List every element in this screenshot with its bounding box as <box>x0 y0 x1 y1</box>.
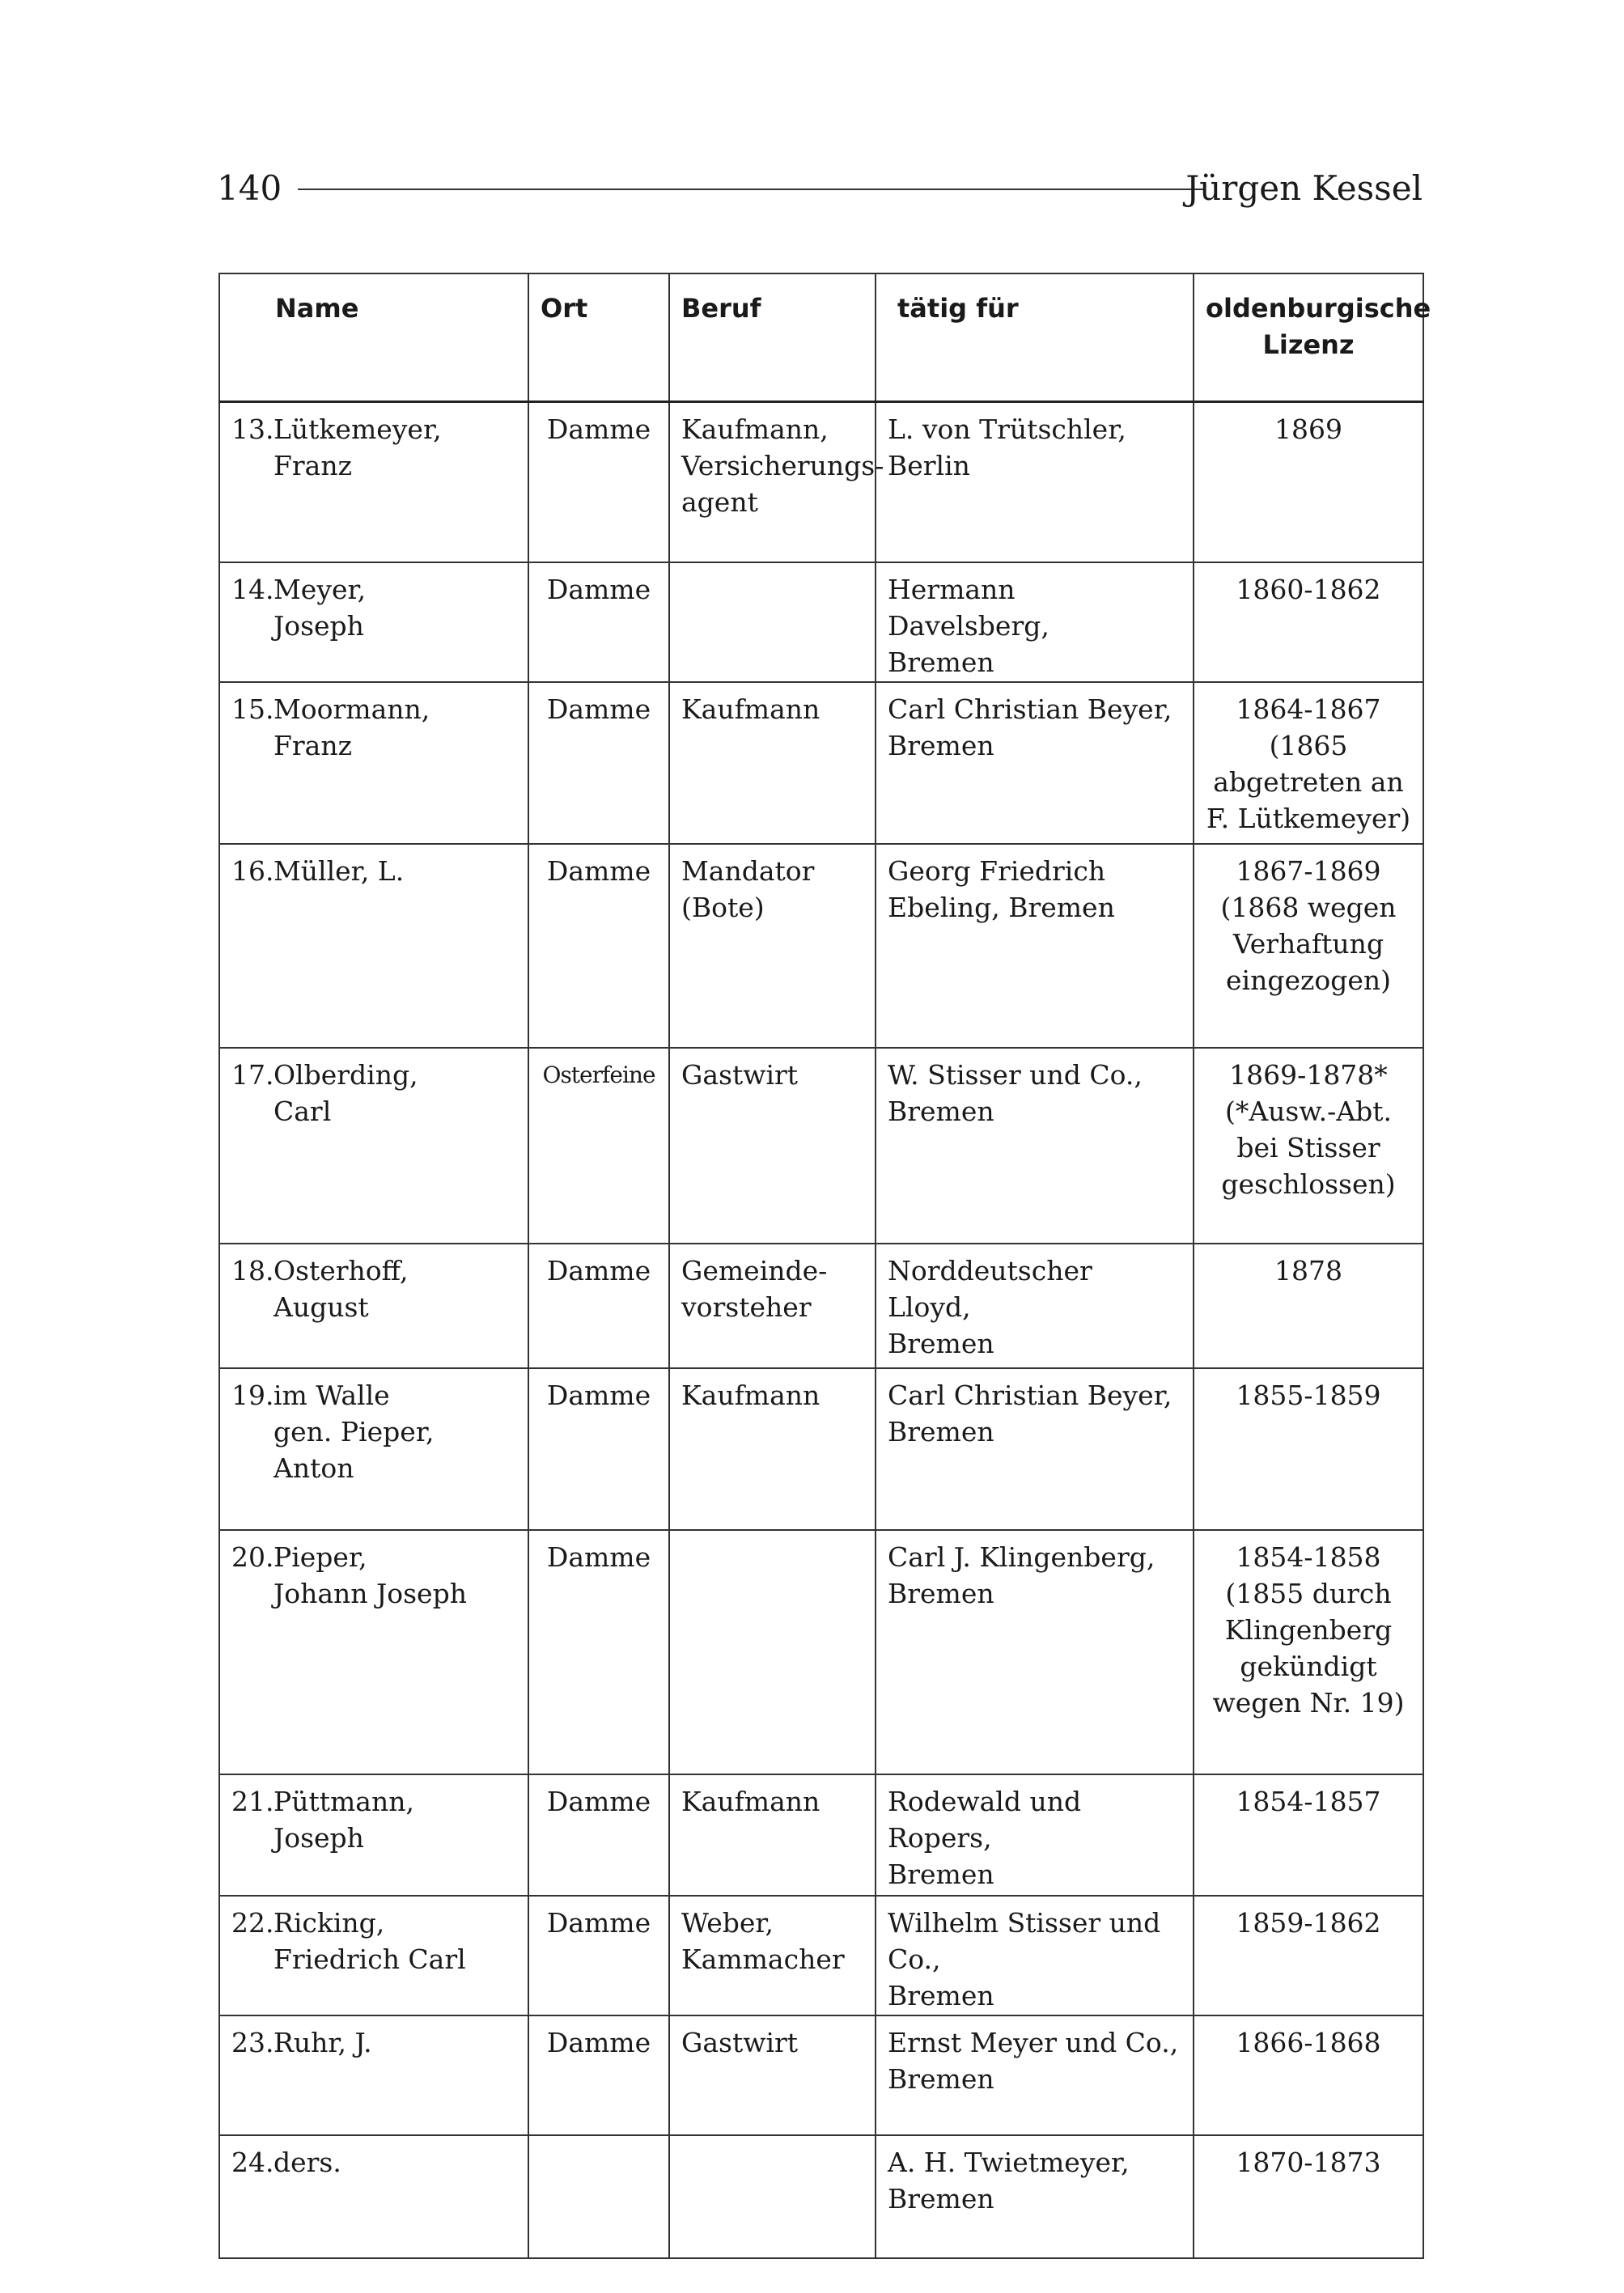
table-row <box>219 2015 1423 2135</box>
cell-taetig: Carl Christian Beyer, Bremen <box>876 1368 1194 1530</box>
running-author: Jürgen Kessel <box>1185 168 1423 208</box>
table-row <box>219 2135 1423 2258</box>
col-header-beruf: Beruf <box>669 273 876 402</box>
cell-lizenz: 1854-1857 <box>1194 1774 1423 1896</box>
cell-lizenz: 1869-1878* (*Ausw.-Abt. bei Stisser geschlossen) <box>1194 1048 1423 1244</box>
table-row <box>219 844 1423 1048</box>
cell-name <box>219 1244 528 1368</box>
table-row <box>219 1774 1423 1896</box>
cell-name <box>219 1368 528 1530</box>
table-row <box>219 1048 1423 1244</box>
cell-taetig: Georg Friedrich Ebeling, Bremen <box>876 844 1194 1048</box>
cell-name <box>219 682 528 844</box>
row-number: 17. <box>231 1058 274 1091</box>
cell-name <box>219 844 528 1048</box>
person-name: Meyer, Joseph <box>273 573 367 642</box>
cell-beruf <box>669 1530 876 1774</box>
person-name: Moormann, Franz <box>273 693 430 761</box>
cell-beruf: Weber, Kammacher <box>669 1896 876 2015</box>
cell-ort: Damme <box>528 2015 669 2135</box>
cell-lizenz: 1855-1859 <box>1194 1368 1423 1530</box>
row-number: 22. <box>231 1906 274 1939</box>
row-number: 20. <box>231 1541 274 1573</box>
cell-lizenz: 1869 <box>1194 402 1423 562</box>
col-header-ort: Ort <box>528 273 669 402</box>
table-row <box>219 1530 1423 1774</box>
row-number: 16. <box>231 854 274 887</box>
cell-name <box>219 1048 528 1244</box>
table-row <box>219 402 1423 562</box>
cell-taetig: Wilhelm Stisser und Co., Bremen <box>876 1896 1194 2015</box>
row-number: 18. <box>231 1254 274 1286</box>
table-row <box>219 1244 1423 1368</box>
cell-beruf: Kaufmann <box>669 682 876 844</box>
cell-taetig: Ernst Meyer und Co., Bremen <box>876 2015 1194 2135</box>
person-name: Olberding, Carl <box>273 1058 418 1127</box>
person-name: Pieper, Johann Joseph <box>273 1541 467 1609</box>
person-name: Müller, L. <box>273 854 405 887</box>
cell-lizenz: 1859-1862 <box>1194 1896 1423 2015</box>
cell-name <box>219 1896 528 2015</box>
cell-beruf <box>669 562 876 682</box>
cell-taetig: A. H. Twietmeyer, Bremen <box>876 2135 1194 2258</box>
cell-beruf: Gemeinde- vorsteher <box>669 1244 876 1368</box>
row-number: 21. <box>231 1785 274 1817</box>
person-name: Lütkemeyer, Franz <box>273 413 442 481</box>
table-row <box>219 682 1423 844</box>
table-header-row <box>219 273 1423 402</box>
cell-taetig: W. Stisser und Co., Bremen <box>876 1048 1194 1244</box>
cell-taetig: Norddeutscher Lloyd, Bremen <box>876 1244 1194 1368</box>
cell-beruf: Kaufmann <box>669 1774 876 1896</box>
cell-taetig: Hermann Davelsberg, Bremen <box>876 562 1194 682</box>
cell-taetig: Carl Christian Beyer, Bremen <box>876 682 1194 844</box>
cell-taetig: Rodewald und Ropers, Bremen <box>876 1774 1194 1896</box>
cell-name <box>219 1530 528 1774</box>
running-header <box>217 162 1423 210</box>
cell-lizenz: 1878 <box>1194 1244 1423 1368</box>
cell-name <box>219 2015 528 2135</box>
cell-ort: Damme <box>528 1244 669 1368</box>
row-number: 19. <box>231 1379 274 1411</box>
cell-ort: Damme <box>528 1368 669 1530</box>
col-header-name: Name <box>219 273 528 402</box>
row-number: 24. <box>231 2146 274 2178</box>
person-name: Ricking, Friedrich Carl <box>273 1906 466 1975</box>
row-number: 13. <box>231 413 274 445</box>
row-number: 14. <box>231 573 274 605</box>
cell-taetig: L. von Trütschler, Berlin <box>876 402 1194 562</box>
row-number: 23. <box>231 2026 274 2058</box>
cell-ort: Damme <box>528 682 669 844</box>
person-name: Osterhoff, August <box>273 1254 409 1323</box>
col-header-lizenz: oldenburgische Lizenz <box>1194 273 1423 402</box>
table-row <box>219 562 1423 682</box>
cell-beruf: Kaufmann, Versicherungs- agent <box>669 402 876 562</box>
row-number: 15. <box>231 693 274 725</box>
table-row <box>219 1896 1423 2015</box>
person-name: Ruhr, J. <box>273 2026 372 2058</box>
cell-beruf: Mandator (Bote) <box>669 844 876 1048</box>
cell-lizenz: 1870-1873 <box>1194 2135 1423 2258</box>
cell-beruf <box>669 2135 876 2258</box>
cell-ort: Damme <box>528 1774 669 1896</box>
person-name: ders. <box>273 2146 341 2178</box>
cell-ort <box>528 2135 669 2258</box>
person-name: Püttmann, Joseph <box>273 1785 414 1854</box>
cell-ort: Osterfeine <box>528 1048 669 1244</box>
cell-name <box>219 1774 528 1896</box>
header-rule <box>298 189 1204 190</box>
cell-name <box>219 2135 528 2258</box>
cell-beruf: Kaufmann <box>669 1368 876 1530</box>
cell-beruf: Gastwirt <box>669 2015 876 2135</box>
cell-lizenz: 1867-1869 (1868 wegen Verhaftung eingezogen) <box>1194 844 1423 1048</box>
cell-name <box>219 402 528 562</box>
cell-ort: Damme <box>528 1530 669 1774</box>
cell-lizenz: 1860-1862 <box>1194 562 1423 682</box>
cell-taetig: Carl J. Klingenberg, Bremen <box>876 1530 1194 1774</box>
cell-ort: Damme <box>528 402 669 562</box>
cell-lizenz: 1866-1868 <box>1194 2015 1423 2135</box>
cell-beruf: Gastwirt <box>669 1048 876 1244</box>
page-number: 140 <box>217 168 282 208</box>
col-header-taetig: tätig für <box>876 273 1194 402</box>
cell-lizenz: 1864-1867 (1865 abgetreten an F. Lütkemeyer) <box>1194 682 1423 844</box>
cell-ort: Damme <box>528 562 669 682</box>
cell-lizenz: 1854-1858 (1855 durch Klingenberg gekündigt wegen Nr. 19) <box>1194 1530 1423 1774</box>
cell-name <box>219 562 528 682</box>
table-row <box>219 1368 1423 1530</box>
cell-ort: Damme <box>528 1896 669 2015</box>
license-table <box>218 273 1431 2259</box>
cell-ort: Damme <box>528 844 669 1048</box>
person-name: im Walle gen. Pieper, Anton <box>273 1379 435 1484</box>
